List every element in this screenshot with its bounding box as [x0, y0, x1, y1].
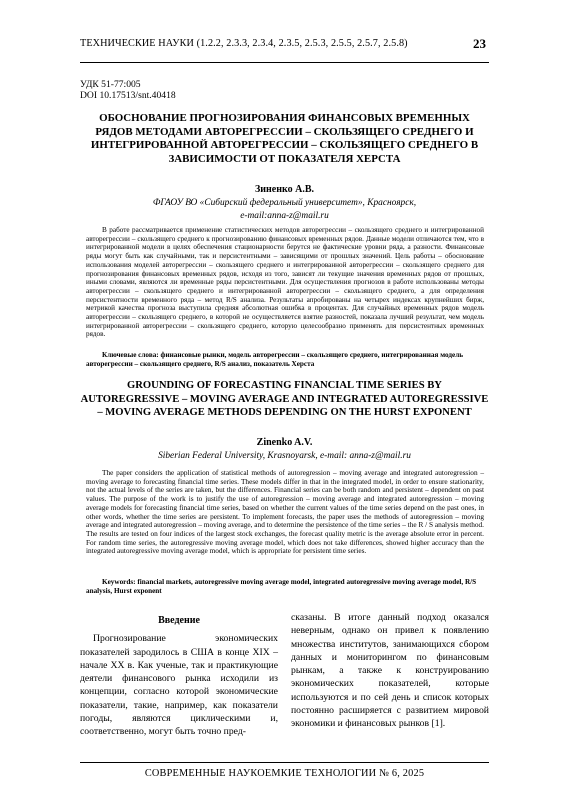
affiliation-ru-block	[80, 197, 489, 222]
email-ru: e-mail:anna-z@mail.ru	[240, 210, 329, 221]
header-rule	[80, 62, 489, 63]
abstract-en: The paper considers the application of statistical methods of autoregression – moving average and integrated autoregression – moving average to forecasting financial time series. These models differ in that in the integrated model, in order to ensure stationarity, not the actual levels of the series are taken, but the differences. Financial series can be both random and persistent – dependent on past values. The purpose of the work is to justify the use of autoregression – moving average and integrated autoregression – moving average models for forecasting financial time series, based on whether the current values of the time series depend on the past ones, in other words, whether the time series are persistent. To implement forecasts, the paper uses the methods of autoregression – moving average and integrated autoregression – moving average, and to determine the persistence of the time series – the R / S analysis method. The results are tested on four indices of the largest stock exchanges, the forecast quality metric is the average absolute error in percent. For random time series, the autoregressive moving average model, which does not take differences, showed higher accuracy than the integrated autoregressive moving average model, which is appropriate for persistent time series.	[86, 468, 484, 556]
journal-footer: СОВРЕМЕННЫЕ НАУКОЕМКИЕ ТЕХНОЛОГИИ № 6, 2025	[144, 768, 425, 779]
keywords-ru: Ключевые слова: финансовые рынки, модель авторегрессии – скользящего среднего, интегрированная модель авторегрессии – скользящего среднего, R/S анализ, показатель Херста	[86, 351, 464, 368]
affiliation-ru: ФГАОУ ВО «Сибирский федеральный университет», Красноярск,	[152, 198, 417, 208]
body-column-right	[291, 611, 489, 731]
running-head: ТЕХНИЧЕСКИЕ НАУКИ (1.2.2, 2.3.3, 2.3.4, 2.3.5, 2.5.3, 2.5.5, 2.5.7, 2.5.8)	[80, 38, 408, 49]
article-title-ru: ОБОСНОВАНИЕ ПРОГНОЗИРОВАНИЯ ФИНАНСОВЫХ ВРЕМЕННЫХ РЯДОВ МЕТОДАМИ АВТОРЕГРЕССИИ – СКОЛЬЗЯЩЕГО СРЕДНЕГО И ИНТЕГРИРОВАННОЙ АВТОРЕГРЕССИИ – СКОЛЬЗЯЩЕГО СРЕДНЕГО В ЗАВИСИМОСТИ ОТ ПОКАЗАТЕЛЯ ХЕРСТА	[90, 112, 479, 166]
author-ru: Зиненко А.В.	[254, 184, 315, 195]
section-heading-introduction: Введение	[158, 615, 200, 626]
article-title-en: GROUNDING OF FORECASTING FINANCIAL TIME SERIES BY AUTOREGRESSIVE – MOVING AVERAGE AND INTEGRATED AUTOREGRESSIVE – MOVING AVERAGE METHODS DEPENDING ON THE HURST EXPONENT	[80, 380, 489, 419]
body-paragraph-left: Прогнозирование экономических показателей зародилось в США в конце XIX – начале XX в. Как ученые, так и практикующие деятели финансового рынка исходили из концепции, согласно которой экономические показатели, такие, например, как показатели погоды, являются циклическими и, соответственно, могут быть точно пред-	[80, 633, 278, 738]
doi: DOI 10.17513/snt.40418	[80, 90, 176, 101]
keywords-en: Keywords: financial markets, autoregressive moving average model, integrated autoregressive moving average model, R/S analysis, Hurst exponent	[86, 578, 477, 595]
abstract-ru: В работе рассматривается применение статистических методов авторегрессии – скользящего среднего и интегрированной авторегрессии – скользящего среднего к прогнозированию финансовых временных рядов. Данные модели отличаются тем, что в интегрированной модели в целях обеспечения стационарности берутся не фактические уровни ряда, а разности. Финансовые ряды могут быть как случайными, так и персистентными – зависящими от прошлых значений. Цель работы – обоснование использования моделей авторегрессии – скользящего среднего и интегрированной авторегрессии – скользящего среднего для прогнозирования финансовых временных рядов, исходя из того, зависят ли текущие значения временных рядов от прошлых, иными словами, являются ли временные ряды персистентными. Для осуществления прогнозов в работе использованы методы авторегрессии – скользящего среднего и интегрированной авторегрессии – скользящего среднего, а для определения персистентности временного ряда – метод R/S анализа. Результаты апробированы на четырех индексах крупнейших бирж, метрикой качества прогноза выступила средняя абсолютная ошибка в процентах. Для случайных временных рядов модель авторегрессии – скользящего среднего, в которой не осуществляется взятие разностей, показала лучший результат, чем модель интегрированной авторегрессии – скользящего среднего, которую целесообразно применять для персистентных временных рядов.	[86, 226, 484, 339]
author-en: Zinenko A.V.	[256, 437, 313, 448]
body-paragraph-right: сказаны. В итоге данный подход оказался неверным, однако он привел к появлению множества институтов, занимающихся сбором данных и мониторингом по финансовым рынкам, а также к конструированию экономических показателей, которые используются и по сей день и список которых постоянно расширяется с развитием мировой экономики и финансовых рынков [1].	[291, 612, 489, 730]
body-column-left	[80, 614, 278, 739]
footer-rule	[80, 762, 489, 763]
article-meta	[80, 79, 176, 101]
udk-code: УДК 51-77:005	[80, 79, 141, 90]
page-number: 23	[473, 36, 486, 51]
affiliation-en: Siberian Federal University, Krasnoyarsk, e-mail: anna-z@mail.ru	[158, 451, 411, 461]
